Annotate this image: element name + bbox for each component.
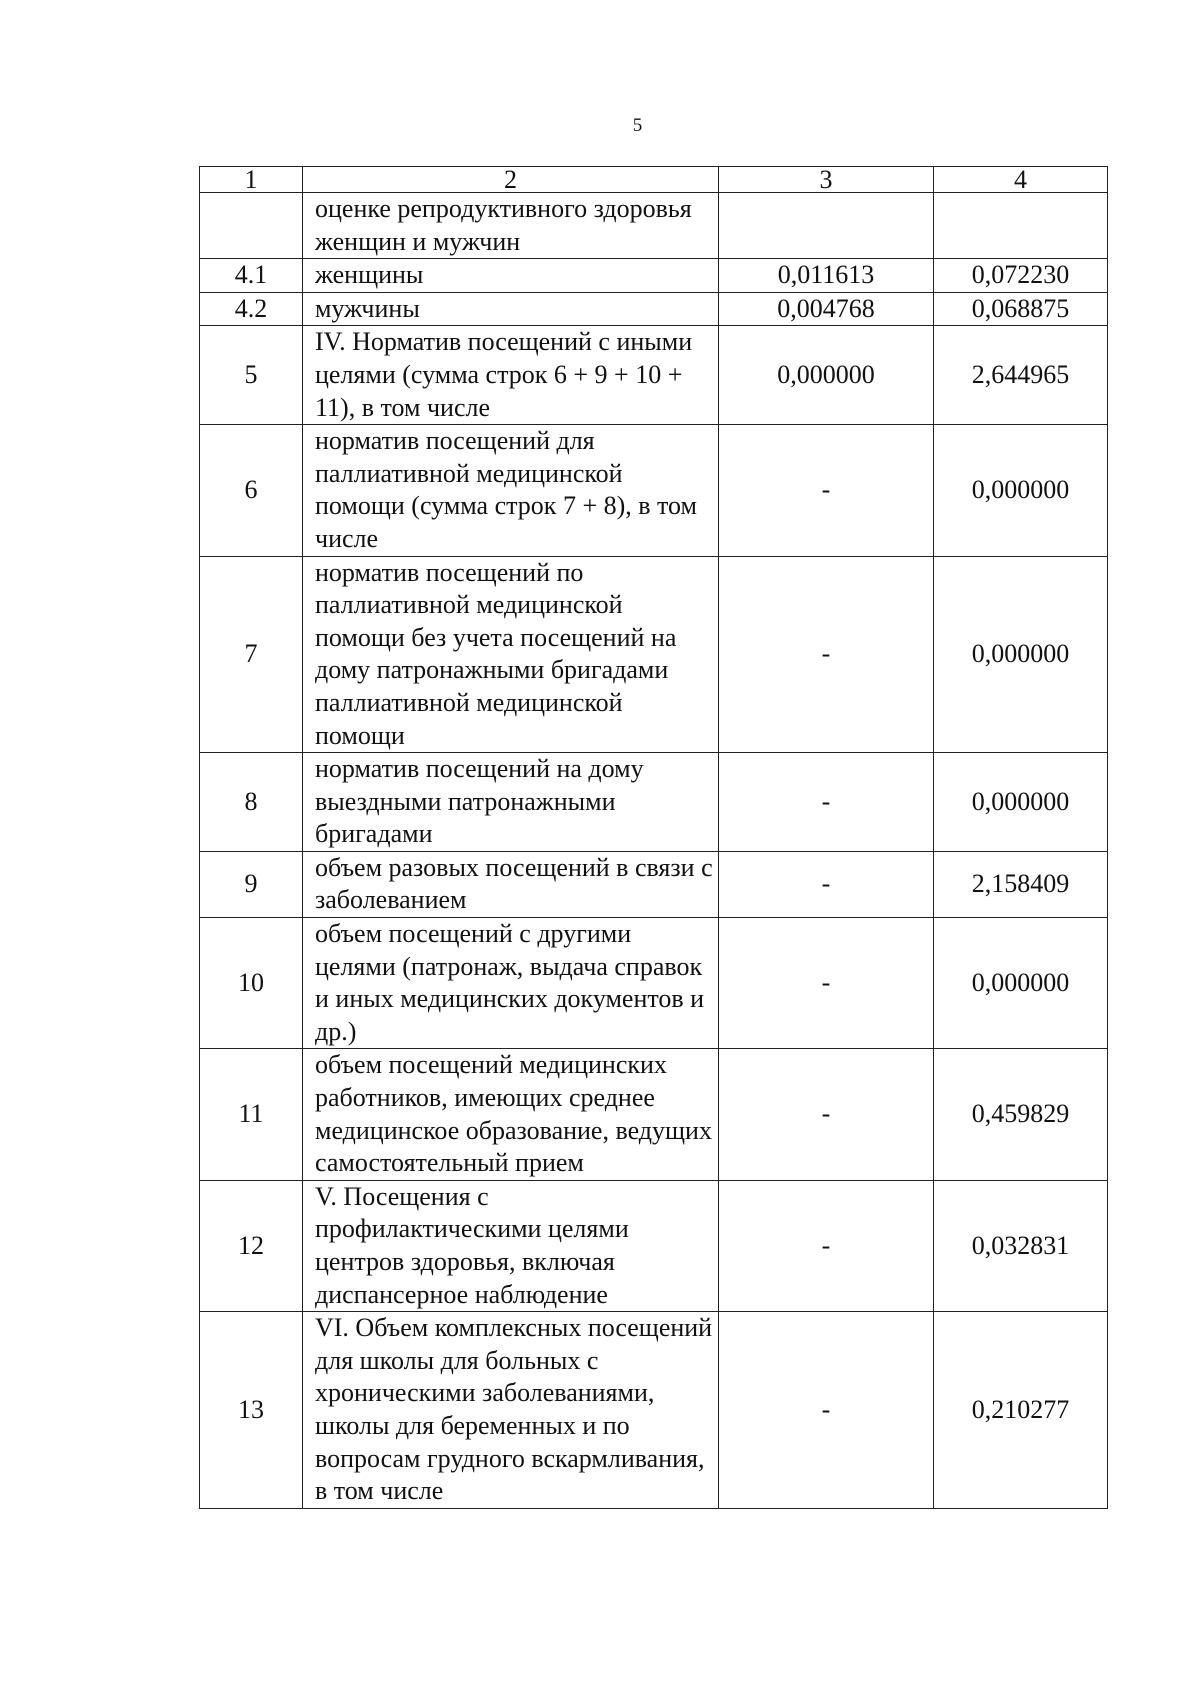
row-number-cell: 13 — [200, 1312, 303, 1509]
row-number-cell: 8 — [200, 753, 303, 852]
row-description-cell: норматив посещений на дому выездными патронажными бригадами — [303, 753, 719, 852]
row-value-col3-cell: 0,011613 — [719, 259, 934, 293]
row-value-col4-cell: 0,000000 — [934, 425, 1108, 556]
row-number-cell: 6 — [200, 425, 303, 556]
row-description-cell: мужчины — [303, 292, 719, 326]
table-row — [200, 1312, 1108, 1509]
row-number-cell — [200, 193, 303, 259]
row-number-cell: 4.2 — [200, 292, 303, 326]
column-header: 4 — [934, 167, 1108, 193]
row-description-cell: объем посещений медицинских работников, имеющих среднее медицинское образование, ведущих самостоятельный прием — [303, 1049, 719, 1180]
row-number-cell: 7 — [200, 556, 303, 753]
table-row — [200, 851, 1108, 917]
row-value-col4-cell: 0,000000 — [934, 918, 1108, 1049]
row-description-cell: IV. Норматив посещений с иными целями (сумма строк 6 + 9 + 10 + 11), в том числе — [303, 326, 719, 425]
row-description-cell: объем разовых посещений в связи с заболеванием — [303, 851, 719, 917]
table-row — [200, 292, 1108, 326]
table-row — [200, 1180, 1108, 1311]
row-value-col4-cell: 0,000000 — [934, 753, 1108, 852]
row-value-col4-cell: 2,158409 — [934, 851, 1108, 917]
row-value-col4-cell: 0,072230 — [934, 259, 1108, 293]
row-value-col3-cell — [719, 193, 934, 259]
row-description-cell: норматив посещений по паллиативной медицинской помощи без учета посещений на дому патронажными бригадами паллиативной медицинской помощи — [303, 556, 719, 753]
table-row — [200, 326, 1108, 425]
row-value-col3-cell: 0,004768 — [719, 292, 934, 326]
row-value-col4-cell: 2,644965 — [934, 326, 1108, 425]
row-description-cell: оценке репродуктивного здоровья женщин и мужчин — [303, 193, 719, 259]
row-description-cell: VI. Объем комплексных посещений для школы для больных с хроническими заболеваниями, школы для беременных и по вопросам грудного вскармливания, в том числе — [303, 1312, 719, 1509]
table-row — [200, 918, 1108, 1049]
row-value-col3-cell: - — [719, 851, 934, 917]
row-value-col3-cell: - — [719, 753, 934, 852]
row-value-col4-cell: 0,210277 — [934, 1312, 1108, 1509]
row-value-col3-cell: 0,000000 — [719, 326, 934, 425]
row-number-cell: 12 — [200, 1180, 303, 1311]
table-row — [200, 193, 1108, 259]
table-row — [200, 259, 1108, 293]
table-row — [200, 753, 1108, 852]
row-number-cell: 11 — [200, 1049, 303, 1180]
row-value-col4-cell: 0,032831 — [934, 1180, 1108, 1311]
row-description-cell: V. Посещения с профилактическими целями центров здоровья, включая диспансерное наблюдение — [303, 1180, 719, 1311]
table-row — [200, 425, 1108, 556]
table-row — [200, 556, 1108, 753]
row-value-col4-cell: 0,000000 — [934, 556, 1108, 753]
row-value-col4-cell: 0,459829 — [934, 1049, 1108, 1180]
table-row — [200, 1049, 1108, 1180]
row-number-cell: 5 — [200, 326, 303, 425]
row-value-col3-cell: - — [719, 556, 934, 753]
page-number: 5 — [632, 115, 643, 136]
row-value-col3-cell: - — [719, 1049, 934, 1180]
row-value-col3-cell: - — [719, 1180, 934, 1311]
table-body — [200, 164, 1108, 1509]
row-value-col4-cell: 0,068875 — [934, 292, 1108, 326]
row-description-cell: объем посещений с другими целями (патронаж, выдача справок и иных медицинских документов и др.) — [303, 918, 719, 1049]
row-value-col3-cell: - — [719, 918, 934, 1049]
row-value-col3-cell: - — [719, 1312, 934, 1509]
row-number-cell: 9 — [200, 851, 303, 917]
row-description-cell: норматив посещений для паллиативной медицинской помощи (сумма строк 7 + 8), в том числе — [303, 425, 719, 556]
row-value-col3-cell: - — [719, 425, 934, 556]
column-header: 2 — [303, 167, 719, 193]
row-number-cell: 10 — [200, 918, 303, 1049]
column-header: 1 — [200, 167, 303, 193]
row-number-cell: 4.1 — [200, 259, 303, 293]
row-value-col4-cell — [934, 193, 1108, 259]
column-header: 3 — [719, 167, 934, 193]
row-description-cell: женщины — [303, 259, 719, 293]
norms-table — [199, 166, 1108, 1509]
table-header-row — [200, 167, 1108, 193]
